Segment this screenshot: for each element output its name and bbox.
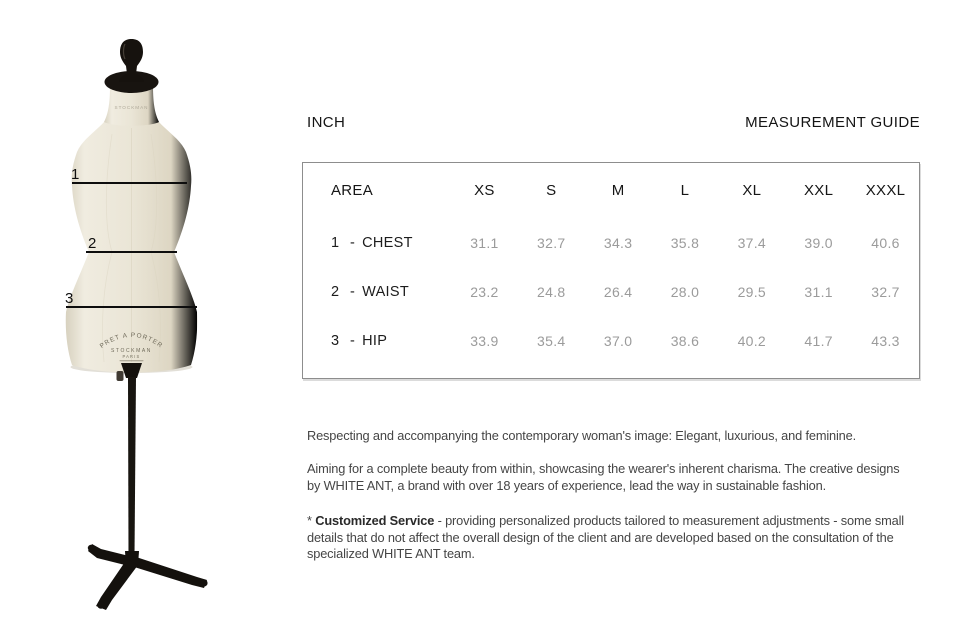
brand-stamp-line3: PARIS [122, 354, 141, 359]
measurement-value: 38.6 [670, 332, 700, 349]
column-header-m: M [611, 182, 625, 199]
neck-stamp-text: STOCKMAN [114, 105, 149, 110]
brand-stamp-line2: STOCKMAN [110, 348, 153, 354]
size-row-hip [303, 316, 919, 365]
dress-form-illustration [0, 0, 280, 635]
size-row-waist [303, 267, 919, 316]
brand-stamp-smallprint [120, 360, 144, 361]
stand-pole [128, 377, 136, 556]
column-header-xxxl: XXXL [865, 182, 906, 199]
measurement-value: 35.8 [670, 234, 700, 251]
measure-label-3: 3 [65, 290, 74, 307]
measurement-value: 37.0 [603, 332, 633, 349]
note-prefix: * [307, 513, 316, 528]
brand-description-1: Respecting and accompanying the contemporary woman's image: Elegant, luxurious, and feminine. [307, 428, 857, 443]
measurement-value: 35.4 [537, 332, 566, 349]
measurement-value: 26.4 [603, 283, 633, 300]
customized-service-note [307, 513, 915, 563]
measurement-value: 28.0 [670, 283, 700, 300]
measurement-value: 34.3 [603, 234, 633, 251]
size-table-header-row [303, 163, 919, 218]
height-adjust-knob [117, 371, 124, 381]
tripod-foot-left [88, 545, 94, 551]
measurement-value: 32.7 [537, 234, 566, 251]
size-table-frame [302, 162, 920, 379]
tripod-foot-front [97, 601, 105, 609]
measurement-value: 40.2 [737, 332, 767, 349]
column-header-xl: XL [742, 182, 762, 199]
column-header-xs: XS [474, 182, 495, 199]
measurement-value: 40.6 [871, 234, 900, 251]
measurement-value: 23.2 [470, 283, 499, 300]
pole-connector [121, 363, 142, 378]
measurement-value: 43.3 [871, 332, 900, 349]
area-label-chest: 1 - CHEST [331, 234, 413, 251]
note-bold-title: Customized Service [315, 513, 435, 528]
column-header-area: AREA [331, 182, 374, 199]
page-title: MEASUREMENT GUIDE [745, 114, 920, 131]
measure-label-2: 2 [88, 235, 97, 252]
unit-label: INCH [307, 114, 346, 131]
mannequin-figure [0, 0, 280, 635]
tripod-leg-left [88, 544, 129, 566]
measure-label-1: 1 [71, 166, 80, 183]
area-label-waist: 2 - WAIST [331, 283, 410, 300]
measurement-value: 31.1 [470, 234, 499, 251]
brand-stamp-arc: PRET A PORTER [98, 331, 165, 350]
size-row-chest [303, 218, 919, 267]
measurement-value: 37.4 [737, 234, 767, 251]
column-header-xxl: XXL [804, 182, 834, 199]
area-label-hip: 3 - HIP [331, 332, 388, 349]
column-header-s: S [546, 182, 557, 199]
measurement-value: 41.7 [804, 332, 833, 349]
measurement-value: 31.1 [804, 283, 833, 300]
tripod-foot-right [200, 579, 207, 586]
measurement-value: 39.0 [804, 234, 833, 251]
note-body: - providing personalized products tailored to measurement adjustments - some small details that do not affect the overall design of the client and are developed based on the consultation of the specialized WHITE ANT team. [307, 513, 904, 561]
guide-header [307, 114, 920, 131]
column-header-l: L [680, 182, 690, 199]
measurement-value: 29.5 [737, 283, 767, 300]
measurement-value: 32.7 [871, 283, 900, 300]
measurement-value: 24.8 [537, 283, 566, 300]
size-table [303, 163, 919, 365]
measurement-value: 33.9 [470, 332, 499, 349]
tripod-leg-right [131, 556, 207, 588]
brand-description-2: Aiming for a complete beauty from within, showcasing the wearer's inherent charisma. The creative designs by WHITE ANT, a brand with over 18 years of experience, lead the way in sustainable fashion. [307, 461, 900, 493]
